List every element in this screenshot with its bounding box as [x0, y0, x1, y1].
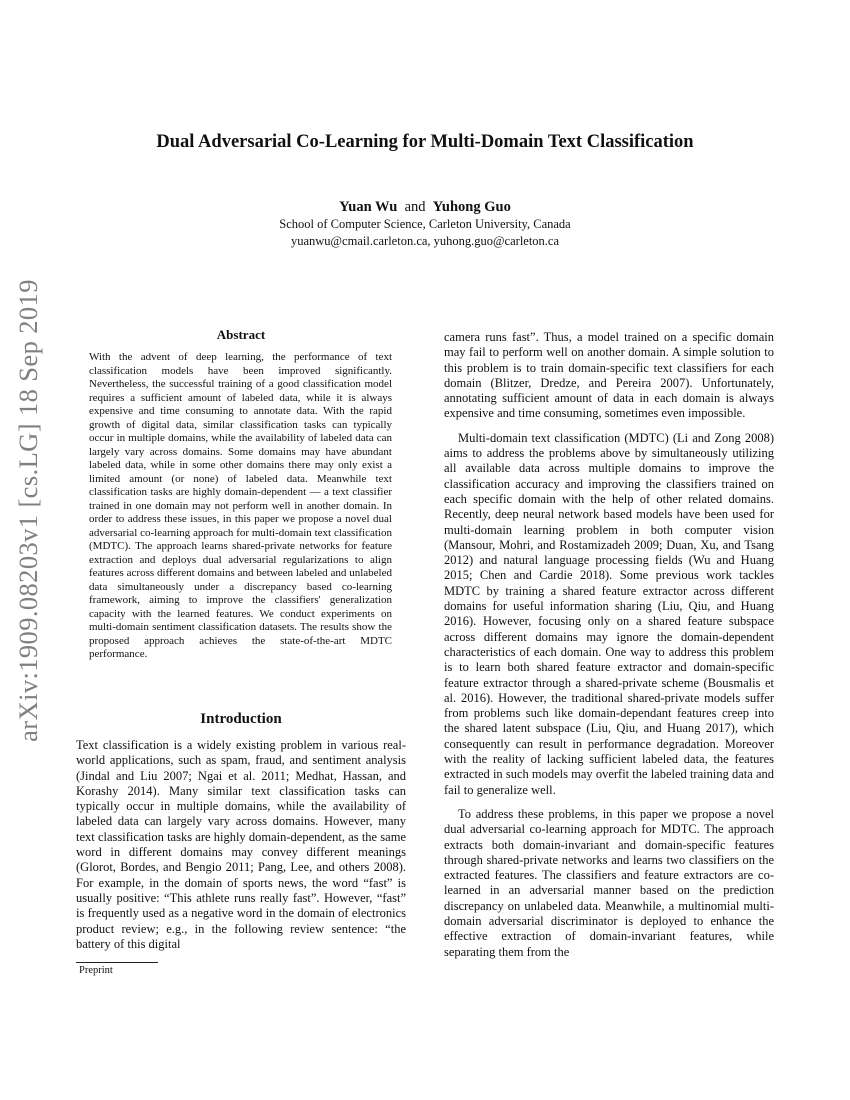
- arxiv-id-text: arXiv:1909.08203v1 [cs.LG] 18 Sep 2019: [12, 278, 43, 742]
- footnote: Preprint: [79, 965, 113, 976]
- introduction-heading: Introduction: [200, 711, 282, 727]
- intro-paragraph-2: Multi-domain text classification (MDTC) (Li and Zong 2008) aims to address the problems above by simultaneously utilizing all available data across multiple domains to improve the classification accuracy and improving the classifiers trained on each specific domain with the help of other related domains. Recently, deep neural network based models have been used for multi-domain learning problem in both computer vision (Mansour, Mohri, and Rostamizadeh 2009; Duan, Xu, and Tsang 2012) and natural language processing fields (Wu and Huang 2015; Chen and Cardie 2018). Some previous work tackles MDTC by training a shared feature extractor across different domains for useful information sharing (Liu, Qiu, and Huang 2016). However, focusing only on a shared feature subspace across different domains may ignore the domain-dependent characteristics of each domain. One way to address this problem is to learn both shared feature extractor and domain-specific feature extractor through a shared-private scheme (Bousmalis et al. 2016). However, the traditional shared-private models suffer from problems such like domain-dependant features creep into the shared latent subspace (Liu, Qiu, and Huang 2017), which consequently can result in performance degradation. Moreover with the reality of lacking sufficient labeled data, the features extracted in such models may overfit the labeled training data and fail to generalize well.: [444, 430, 774, 797]
- intro-paragraph-3: To address these problems, in this paper we propose a novel dual adversarial co-learning approach for MDTC. The approach extracts both domain-invariant and domain-specific features through shared-private networks and learns two classifiers on the extracted features. The classifiers and feature extractors are co-learned in an adversarial manner based on the prediction discrepancy on unlabeled data. Meanwhile, a multinomial multi-domain adversarial discriminator is deployed to enhance the effective extraction of domain-invariant features, while separating them from the: [444, 806, 774, 959]
- left-column-body: [76, 738, 406, 952]
- author-separator: and: [404, 199, 426, 215]
- author-emails: yuanwu@cmail.carleton.ca, yuhong.guo@carleton.ca: [290, 234, 560, 248]
- arxiv-side-stamp: [4, 278, 52, 742]
- author-2: Yuhong Guo: [432, 199, 511, 215]
- author-1: Yuan Wu: [339, 199, 398, 215]
- author-line: [0, 199, 850, 216]
- intro-paragraph-1-continued: camera runs fast”. Thus, a model trained on a specific domain may fail to perform well on another domain. A simple solution to this problem is to train domain-specific text classifiers for each domain (Blitzer, Dredze, and Pereira 2007). Unfortunately, annotating sufficient amount of data in each domain is always expensive and time consuming, sometimes even impossible.: [444, 330, 774, 421]
- intro-paragraph-1: Text classification is a widely existing problem in various real-world applications, such as spam, fraud, and sentiment analysis (Jindal and Liu 2007; Ngai et al. 2011; Medhat, Hassan, and Korashy 2014). Many similar text classification tasks can typically occur in multiple domains, while the availability of labeled data can largely vary across domains. However, many text classification tasks are highly domain-dependent, as the same word in different domains may convey different meanings (Glorot, Bordes, and Bengio 2011; Pang, Lee, and others 2008). For example, in the domain of sports news, the word “fast” is usually positive: “This athlete runs really fast”. However, “fast” is frequently used as a negative word in the domain of electronics product review; e.g., in the following review sentence: “the battery of this digital: [76, 738, 406, 951]
- paper-title: Dual Adversarial Co-Learning for Multi-Domain Text Classification: [156, 132, 694, 152]
- abstract-text: With the advent of deep learning, the performance of text classification models have been improved significantly. Nevertheless, the successful training of a good classification model requires a sufficient amount of labeled data, while it is always expensive and time consuming to annotate data. With the rapid growth of digital data, similar classification tasks can typically occur in multiple domains, while the availability of labeled data can largely vary across domains. Some domains may have abundant labeled data, while in some other domains there may only exist a limited amount (or none) of labeled data. Meanwhile text classification tasks are highly domain-dependent — a text classifier trained in one domain may not perform well in another domain. In order to address these issues, in this paper we propose a novel dual adversarial co-learning approach for multi-domain text classification (MDTC). The approach learns shared-private networks for feature extraction and deploys dual adversarial regularizations to align features across different domains and between labeled and unlabeled data simultaneously under a discrepancy based co-learning framework, aiming to improve the classifiers' generalization capacity with the learned features. We conduct experiments on multi-domain sentiment classification datasets. The results show the proposed approach achieves the state-of-the-art MDTC performance.: [89, 351, 392, 660]
- abstract-heading: Abstract: [216, 327, 266, 342]
- right-column-body: [444, 330, 774, 960]
- footnote-rule: [76, 962, 158, 963]
- abstract-body: [89, 351, 392, 662]
- affiliation-block: [0, 216, 850, 250]
- affiliation: School of Computer Science, Carleton University, Canada: [279, 217, 571, 231]
